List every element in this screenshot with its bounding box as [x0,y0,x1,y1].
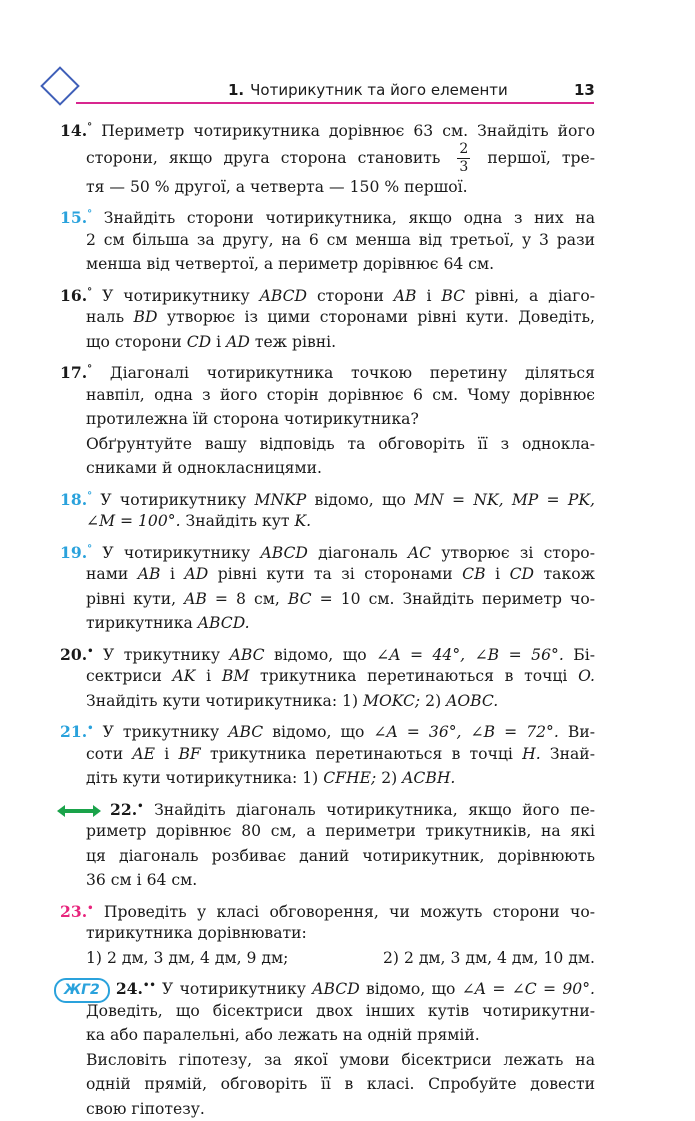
zhg2-badge: ЖГ2 [54,978,110,1003]
problem-19: 19.° У чотирикутнику ABCD діагональ AC утворює зі сторо- нами AB і AD рівні кути та зі сторонами CB і CD також рівні кути, AB = 8 см, BC = 10 см. Знайдіть периметр чо- тирикутника ABCD. [60,542,595,632]
fraction-two-thirds: $\frac{2}{3}$ [459,141,469,175]
problem-22: 22.• Знайдіть діагональ чотирикутника, якщо його пе- риметр дорівнює 80 см, а периметри трикутників, на які ця діагональ розбиває даний чотирикутник, дорівнюють 36 см і 64 см. [60,795,595,893]
diamond-icon [40,66,80,106]
option-1: 1) 2 дм, 3 дм, 4 дм, 9 дм; [86,948,289,967]
option-2: 2) 2 дм, 3 дм, 4 дм, 10 дм. [382,948,595,967]
problem-17: 17.° Діагоналі чотирикутника точкою перетину діляться навпіл, одна з його сторін дорівнює 6 см. Чому дорівнює протилежна їй сторона чотирикутника? Обґрунтуйте вашу відповідь та обговоріть її з однокла- сниками й однокласницями. [60,363,595,477]
problem-24: ЖГ2 24.•• У чотирикутнику ABCD відомо, що ∠A = ∠C = 90°. Доведіть, що бісектриси двох інших кутів чотирикутни- ка або паралельні, або лежать на одній прямій. Висловіть гіпотезу, за якої умови бісектриси лежать на одній прямій, обговоріть її в класі. Спробуйте довести свою гіпотезу. [60,974,595,1121]
header-rule [76,102,594,104]
problem-21: 21.• У трикутнику ABC відомо, що ∠A = 36°, ∠B = 72°. Ви- соти AE і BF трикутника перетинаються в точці H. Знай- діть кути чотирикутника: 1) CFHE; 2) ACBH. [60,722,595,787]
page-number: 13 [574,81,595,99]
problem-23: 23.• Проведіть у класі обговорення, чи можуть сторони чо- тирикутника дорівнювати: 1) 2 дм, 3 дм, 4 дм, 9 дм; 2) 2 дм, 3 дм, 4 дм, 10 дм. [60,897,595,971]
problem-16: 16.° У чотирикутнику ABCD сторони AB і BC рівні, а діаго- наль BD утворює із цими сторонами рівні кути. Доведіть, що сторони CD і AD теж рівні. [60,285,595,351]
page-header [0,0,695,110]
problem-list [60,116,595,1121]
section-title: 1. Чотирикутник та його елементи [228,81,508,99]
problem-20: 20.• У трикутнику ABC відомо, що ∠A = 44°, ∠B = 56°. Бі- сектриси AK і BM трикутника перетинаються в точці O. Знайдіть кути чотирикутника: 1) MOKC; 2) AOBC. [60,644,595,710]
double-arrow-icon [56,804,102,818]
problem-18: 18.° У чотирикутнику MNKP відомо, що MN = NK, MP = PK, ∠M = 100°. Знайдіть кут K. [60,489,595,530]
problem-14: 14.° Периметр чотирикутника дорівнює 63 см. Знайдіть його сторони, якщо друга сторона становить $\frac{2}{3}$ першої, тре- тя — 50 % другої, а четверта — 150 % першої. [60,121,595,196]
problem-15: 15.° Знайдіть сторони чотирикутника, якщо одна з них на 2 см більша за другу, на 6 см менша від третьої, у 3 рази менша від четвертої, а периметр дорівнює 64 см. [60,208,595,273]
